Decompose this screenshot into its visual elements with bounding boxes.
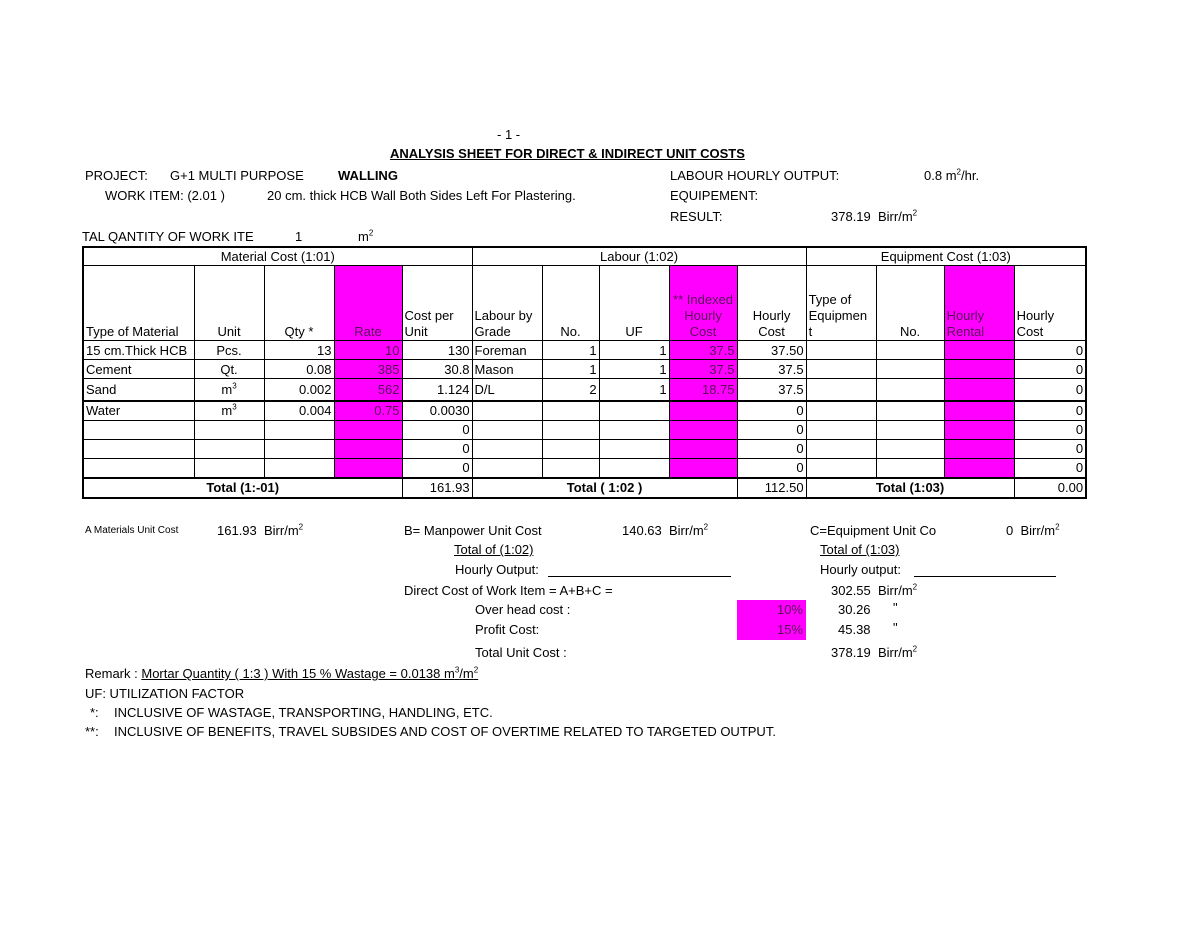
cell-rental xyxy=(944,458,1014,478)
cell-no xyxy=(542,458,599,478)
b-hourly-output-line xyxy=(548,576,731,577)
b-hourly-output: Hourly Output: xyxy=(455,562,539,577)
c-value: 0 Birr/$m^2$ xyxy=(1006,522,1060,538)
cell-grade: D/L xyxy=(472,379,542,401)
cell-qty: 0.004 xyxy=(264,401,334,421)
a-value: 161.93 Birr/$m^2$ xyxy=(217,522,304,538)
cell-unit xyxy=(194,420,264,439)
total-qty-label: TAL QANTITY OF WORK ITE xyxy=(82,229,254,244)
col-eq-no: No. xyxy=(876,266,944,341)
equipment-label: EQUIPEMENT: xyxy=(670,188,759,203)
total-qty-value: 1 xyxy=(295,229,303,244)
work-item-label: WORK ITEM: (2.01 ) xyxy=(105,188,225,203)
labour-total-value: 112.50 xyxy=(737,478,806,498)
c-label: C=Equipment Unit Co xyxy=(810,523,937,538)
cell-uf xyxy=(599,401,669,421)
cell-hcost: 0 xyxy=(737,401,806,421)
cell-eq-cost: 0 xyxy=(1014,379,1086,401)
cell-material xyxy=(83,439,194,458)
table-row xyxy=(83,439,1086,458)
col-cost-per-unit: Cost per Unit xyxy=(402,266,472,341)
cell-grade xyxy=(472,401,542,421)
overhead-pct: 10% xyxy=(737,600,806,620)
cell-eq-no xyxy=(876,379,944,401)
project-value: G+1 MULTI PURPOSE xyxy=(170,168,304,183)
total-unit-cost-value: 378.19 Birr/$m^2$ xyxy=(831,644,918,660)
cell-eq-type xyxy=(806,401,876,421)
col-rate: Rate xyxy=(334,266,402,341)
cell-rental xyxy=(944,341,1014,360)
cell-grade xyxy=(472,439,542,458)
col-hourly-rental: Hourly Rental xyxy=(944,266,1014,341)
work-item-value: 20 cm. thick HCB Wall Both Sides Left For Plastering. xyxy=(267,188,576,203)
cell-eq-no xyxy=(876,458,944,478)
col-hourly-cost: Hourly Cost xyxy=(737,266,806,341)
cell-indexed xyxy=(669,420,737,439)
cell-hcost: 0 xyxy=(737,458,806,478)
note1-mark: *: xyxy=(90,705,99,720)
cell-no: 1 xyxy=(542,360,599,379)
cell-rental xyxy=(944,360,1014,379)
cell-indexed xyxy=(669,458,737,478)
cell-rental xyxy=(944,401,1014,421)
uf-note: UF: UTILIZATION FACTOR xyxy=(85,686,245,701)
cell-unit: $m^3$ xyxy=(194,379,264,401)
cell-eq-cost: 0 xyxy=(1014,341,1086,360)
cell-eq-cost: 0 xyxy=(1014,420,1086,439)
profit-label: Profit Cost: xyxy=(475,622,540,637)
col-unit: Unit xyxy=(194,266,264,341)
c-total-of: Total of (1:03) xyxy=(820,542,900,557)
cell-qty xyxy=(264,420,334,439)
cell-eq-type xyxy=(806,379,876,401)
project-type: WALLING xyxy=(338,168,398,183)
cell-grade: Mason xyxy=(472,360,542,379)
cell-uf xyxy=(599,458,669,478)
cell-eq-no xyxy=(876,360,944,379)
cell-eq-type xyxy=(806,341,876,360)
note1: INCLUSIVE OF WASTAGE, TRANSPORTING, HANDLING, ETC. xyxy=(114,705,493,720)
cell-indexed: 18.75 xyxy=(669,379,737,401)
cell-no: 2 xyxy=(542,379,599,401)
a-label: A Materials Unit Cost xyxy=(85,525,179,536)
table-row xyxy=(83,458,1086,478)
cell-qty: 13 xyxy=(264,341,334,360)
labour-group-header: Labour (1:02) xyxy=(472,247,806,266)
cell-no xyxy=(542,401,599,421)
cell-hcost: 37.5 xyxy=(737,360,806,379)
cell-cost: 1.124 xyxy=(402,379,472,401)
cell-grade xyxy=(472,458,542,478)
cell-eq-cost: 0 xyxy=(1014,458,1086,478)
total-unit-cost-label: Total Unit Cost : xyxy=(475,645,567,660)
cell-rental xyxy=(944,420,1014,439)
equipment-group-header: Equipment Cost (1:03) xyxy=(806,247,1086,266)
cell-grade: Foreman xyxy=(472,341,542,360)
cell-eq-no xyxy=(876,439,944,458)
project-label: PROJECT: xyxy=(85,168,148,183)
cell-cost: 30.8 xyxy=(402,360,472,379)
cell-rate: 385 xyxy=(334,360,402,379)
cell-unit xyxy=(194,458,264,478)
cell-grade xyxy=(472,420,542,439)
cell-indexed: 37.5 xyxy=(669,360,737,379)
equipment-total-label: Total (1:03) xyxy=(806,478,1014,498)
cell-hcost: 37.5 xyxy=(737,379,806,401)
cell-cost: 130 xyxy=(402,341,472,360)
labour-total-label: Total ( 1:02 ) xyxy=(472,478,737,498)
cell-unit: Pcs. xyxy=(194,341,264,360)
table-row xyxy=(83,360,1086,379)
col-labour-grade: Labour by Grade xyxy=(472,266,542,341)
overhead-label: Over head cost : xyxy=(475,602,571,617)
cell-eq-cost: 0 xyxy=(1014,439,1086,458)
cell-eq-type xyxy=(806,360,876,379)
cell-hcost: 37.50 xyxy=(737,341,806,360)
cell-eq-no xyxy=(876,341,944,360)
table-row xyxy=(83,341,1086,360)
cell-cost: 0.0030 xyxy=(402,401,472,421)
cell-qty xyxy=(264,439,334,458)
note2: INCLUSIVE OF BENEFITS, TRAVEL SUBSIDES AND COST OF OVERTIME RELATED TO TARGETED OUTPUT. xyxy=(114,724,776,739)
c-hourly-output: Hourly output: xyxy=(820,562,901,577)
table-row xyxy=(83,420,1086,439)
cell-eq-cost: 0 xyxy=(1014,401,1086,421)
col-uf: UF xyxy=(599,266,669,341)
result-value: 378.19 Birr/$m^2$ xyxy=(831,208,918,224)
profit-pct: 15% xyxy=(737,620,806,640)
cell-eq-no xyxy=(876,420,944,439)
note2-mark: **: xyxy=(85,724,99,739)
cell-uf xyxy=(599,420,669,439)
remark: Remark : Mortar Quantity ( 1:3 ) With 15 % Wastage = 0.0138 $m^3/m^2$ xyxy=(85,665,479,681)
cell-hcost: 0 xyxy=(737,439,806,458)
cell-eq-cost: 0 xyxy=(1014,360,1086,379)
cell-material: Sand xyxy=(83,379,194,401)
page-number: - 1 - xyxy=(497,127,521,142)
cell-rate xyxy=(334,439,402,458)
b-value: 140.63 Birr/$m^2$ xyxy=(622,522,709,538)
cell-rental xyxy=(944,379,1014,401)
cell-material: 15 cm.Thick HCB xyxy=(83,341,194,360)
cell-eq-type xyxy=(806,458,876,478)
material-total-value: 161.93 xyxy=(402,478,472,498)
cell-material: Water xyxy=(83,401,194,421)
labour-output-label: LABOUR HOURLY OUTPUT: xyxy=(670,168,840,183)
b-total-of: Total of (1:02) xyxy=(454,542,534,557)
col-indexed-hourly-cost: ** Indexed Hourly Cost xyxy=(669,266,737,341)
cell-uf xyxy=(599,439,669,458)
cell-material: Cement xyxy=(83,360,194,379)
cell-qty: 0.08 xyxy=(264,360,334,379)
c-hourly-output-line xyxy=(914,576,1056,577)
col-type-material: Type of Material xyxy=(83,266,194,341)
cell-rate: 0.75 xyxy=(334,401,402,421)
page-title: ANALYSIS SHEET FOR DIRECT & INDIRECT UNIT COSTS xyxy=(390,146,745,161)
cell-rate xyxy=(334,458,402,478)
material-total-label: Total (1:-01) xyxy=(83,478,402,498)
direct-cost-label: Direct Cost of Work Item = A+B+C = xyxy=(404,583,613,598)
col-eq-hourly-cost: Hourly Cost xyxy=(1014,266,1086,341)
profit-value: 45.38 xyxy=(838,622,871,637)
cell-eq-type xyxy=(806,420,876,439)
col-qty: Qty * xyxy=(264,266,334,341)
cell-indexed xyxy=(669,439,737,458)
cell-no xyxy=(542,439,599,458)
cell-unit xyxy=(194,439,264,458)
cell-no: 1 xyxy=(542,341,599,360)
cell-rental xyxy=(944,439,1014,458)
cell-cost: 0 xyxy=(402,420,472,439)
cell-material xyxy=(83,420,194,439)
table-row xyxy=(83,379,1086,401)
cell-eq-no xyxy=(876,401,944,421)
cell-indexed xyxy=(669,401,737,421)
cell-unit: $m^3$ xyxy=(194,401,264,421)
b-label: B= Manpower Unit Cost xyxy=(404,523,542,538)
cell-uf: 1 xyxy=(599,341,669,360)
cell-cost: 0 xyxy=(402,458,472,478)
col-type-equipment: Type of Equipmen t xyxy=(806,266,876,341)
col-no: No. xyxy=(542,266,599,341)
cell-qty xyxy=(264,458,334,478)
labour-output-value: 0.8 $m^2/hr$. xyxy=(924,167,980,183)
result-label: RESULT: xyxy=(670,209,723,224)
cell-eq-type xyxy=(806,439,876,458)
cell-uf: 1 xyxy=(599,379,669,401)
cell-qty: 0.002 xyxy=(264,379,334,401)
table-row xyxy=(83,401,1086,421)
cell-cost: 0 xyxy=(402,439,472,458)
overhead-value: 30.26 xyxy=(838,602,871,617)
direct-cost-value: 302.55 Birr/$m^2$ xyxy=(831,582,918,598)
cell-indexed: 37.5 xyxy=(669,341,737,360)
cell-rate xyxy=(334,420,402,439)
profit-ditto: " xyxy=(893,620,898,635)
cell-hcost: 0 xyxy=(737,420,806,439)
cost-analysis-table xyxy=(82,246,1087,499)
material-group-header: Material Cost (1:01) xyxy=(83,247,472,266)
cell-material xyxy=(83,458,194,478)
cell-unit: Qt. xyxy=(194,360,264,379)
cell-rate: 562 xyxy=(334,379,402,401)
cell-no xyxy=(542,420,599,439)
equipment-total-value: 0.00 xyxy=(1014,478,1086,498)
overhead-ditto: " xyxy=(893,600,898,615)
total-qty-unit: $m^2$ xyxy=(358,228,374,244)
cell-uf: 1 xyxy=(599,360,669,379)
cell-rate: 10 xyxy=(334,341,402,360)
